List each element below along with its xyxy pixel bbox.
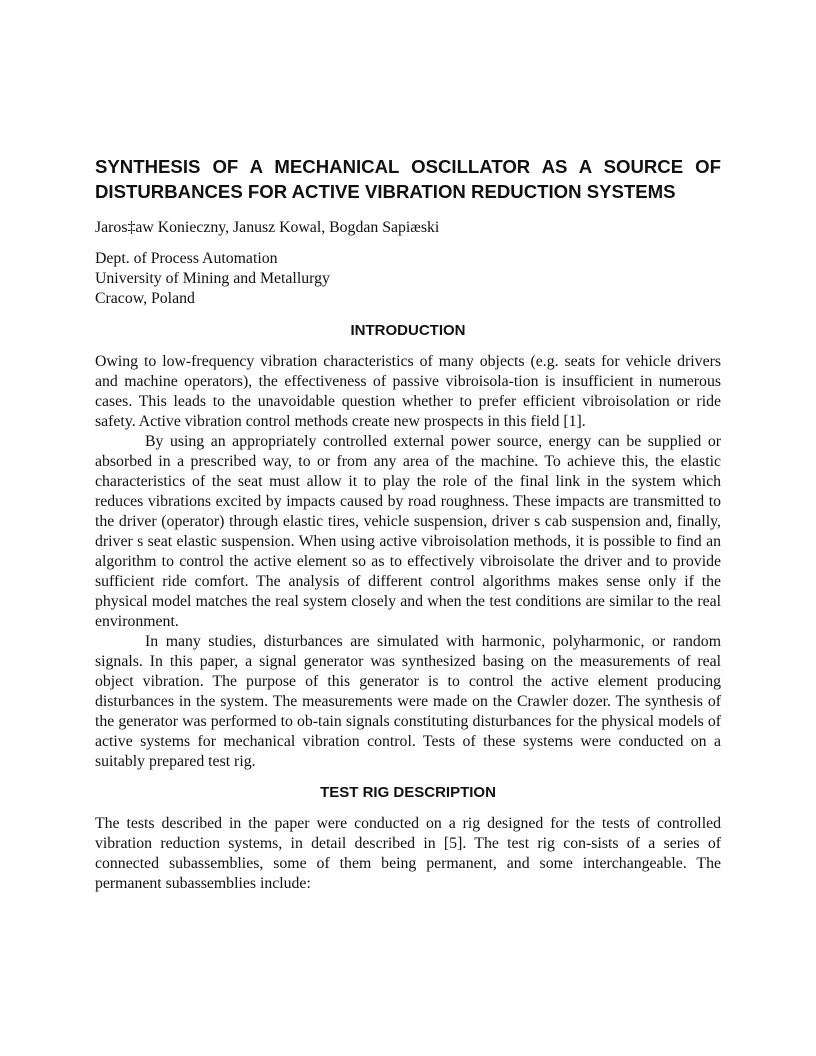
introduction-paragraph-1: Owing to low-frequency vibration characteristics of many objects (e.g. seats for vehicle drivers and machine operators), the effectiveness of passive vibroisola-tion is insufficient in numerous cases. This leads to the unavoidable question whether to prefer efficient vibroisolation or ride safety. Active vibration control methods create new prospects in this field [1]. bbox=[95, 353, 721, 430]
section-heading-introduction: INTRODUCTION bbox=[350, 322, 466, 339]
affiliation-university: University of Mining and Metallurgy bbox=[95, 270, 330, 287]
affiliation-city: Cracow, Poland bbox=[95, 290, 195, 307]
affiliation bbox=[95, 249, 721, 309]
affiliation-dept: Dept. of Process Automation bbox=[95, 250, 278, 267]
introduction-paragraph-3: In many studies, disturbances are simulated with harmonic, polyharmonic, or random signals. In this paper, a signal generator was synthesized basing on the measurements of real object vibration. The purpose of this generator is to control the active element producing disturbances in the system. The measurements were made on the Crawler dozer. The synthesis of the generator was performed to ob-tain signals constituting disturbances for the physical models of active systems for mechanical vibration control. Tests of these systems were conducted on a suitably prepared test rig. bbox=[95, 633, 721, 770]
paper-title bbox=[95, 154, 721, 204]
paper-title-line-2: DISTURBANCES FOR ACTIVE VIBRATION REDUCTION SYSTEMS bbox=[95, 181, 676, 202]
introduction-paragraph-2: By using an appropriately controlled external power source, energy can be supplied or absorbed in a prescribed way, to or from any area of the machine. To achieve this, the elastic characteristics of the seat must allow it to play the role of the final link in the system which reduces vibrations excited by impacts caused by road roughness. These impacts are transmitted to the driver (operator) through elastic tires, vehicle suspension, driver s cab suspension and, finally, driver s seat elastic suspension. When using active vibroisolation methods, it is possible to find an algorithm to control the active element so as to effectively vibroisolate the driver and to provide sufficient ride comfort. The analysis of different control algorithms makes sense only if the physical model matches the real system closely and when the test conditions are similar to the real environment. bbox=[95, 433, 721, 630]
section-heading-test-rig: TEST RIG DESCRIPTION bbox=[320, 784, 496, 801]
paper-page bbox=[95, 154, 721, 894]
test-rig-paragraph-1: The tests described in the paper were conducted on a rig designed for the tests of controlled vibration reduction systems, in detail described in [5]. The test rig con-sists of a series of connected subassemblies, some of them being permanent, and some interchangeable. The permanent subassemblies include: bbox=[95, 815, 721, 892]
paper-title-line-1: SYNTHESIS OF A MECHANICAL OSCILLATOR AS A SOURCE OF bbox=[95, 156, 721, 177]
author-list: Jaros‡aw Konieczny, Janusz Kowal, Bogdan Sapiæski bbox=[95, 219, 440, 236]
